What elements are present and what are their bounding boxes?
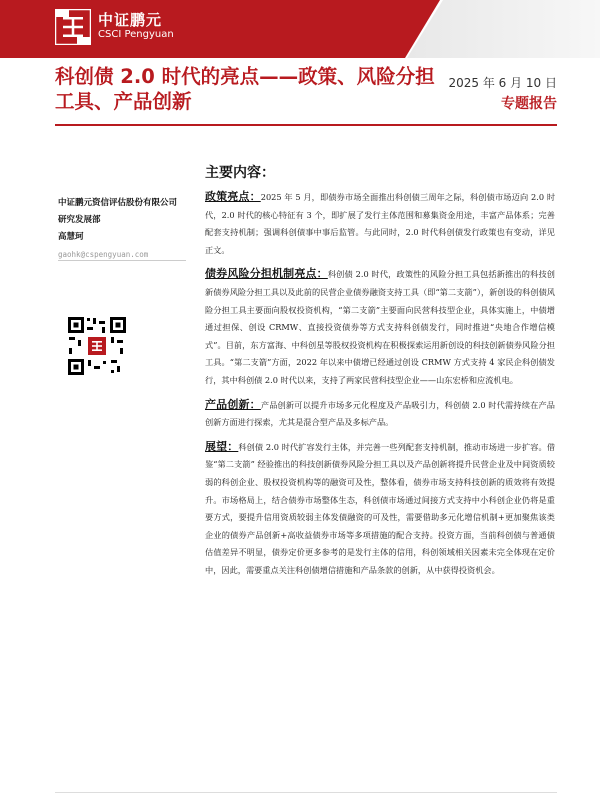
company-logo-icon [55, 9, 91, 45]
section-text: 2025 年 5 月，即债券市场全面推出科创债三周年之际，科创债市场迈向 2.0 时代，2.0 时代的核心特征有 3 个，即扩展了发行主体范围和募集资金用途，丰富产品体系；完善配套支持机制；强调科创债事中事后监管。与此同时，2.0 时代科创债发行政策也有变动，详见正文。 [205, 192, 556, 255]
section-text: 产品创新可以提升市场多元化程度及产品吸引力，科创债 2.0 时代需持续在产品创新方面进行探索，尤其是混合型产品及多标产品。 [205, 399, 555, 428]
author-email[interactable]: gaohk@cspengyuan.com [58, 250, 149, 259]
main-content-heading: 主要内容： [205, 165, 275, 181]
section-policy [205, 188, 555, 259]
header-banner [0, 0, 600, 58]
section-product-innovation [205, 396, 555, 432]
section-keyword: 展望： [205, 439, 239, 453]
brand-name-cn: 中证鹏元 [98, 11, 163, 29]
section-outlook [205, 438, 555, 580]
section-text: 科创债 2.0 时代扩容发行主体，并完善一些列配套支持机制，推动市场进一步扩容。借鉴“第二支箭” 经验推出的科技创新债券风险分担工具以及产品创新将提升民营企业及中间资质较弱的科创企业、股权投资机构等的融资可及性，整体看，债券市场支持科技创新的质效将有效提升。市场格局上，结合债券市场整体生态，科创债市场通过间接方式支持中小科创企业仍将是重要方式，要提升信用资质较弱主体发债融资的可及性，需要借助多元化增信机制+更加聚焦该类企业的债券产品创新+高收益债券市场等多项措施的配合支持。投资方面，当前科创债与普通债估值差异不明显，债券定价更多参考的是发行主体的信用，科创领域相关因素未完全体现在定价中，因此，需要重点关注科创债增信措施和产品条款的创新，从中获得投资机会。 [205, 441, 556, 575]
report-title: 科创债 2.0 时代的亮点——政策、风险分担工具、产品创新 [55, 65, 435, 113]
sidebar-divider [58, 260, 186, 261]
report-type-label: 专题报告 [501, 96, 557, 112]
section-text: 科创债 2.0 时代，政策性的风险分担工具包括新推出的科技创新债券风险分担工具以及此前的民营企业债券融资支持工具（即“第二支箭”），新创设的科创债风险分担工具主要面向股权投资机构，“第二支箭”主要面向民营科技型企业，具体实施上，中债增通过担保、创设 CRMW、直接投资债券等方式支持科创债发行，同时推进“央地合作增信模式”。目前，东方富海、中科创星等股权投资机构在积极探索运用新创设的科技创新债券风险分担工具。“第二支箭”方面，2022 年以来中债增已经通过创设 CRMW 方式支持 4 家民企科创债发行，其中科创债 2.0 时代以来，支持了两家民营科技型企业——山东宏桥和应流机电。 [205, 269, 555, 385]
main-content [205, 188, 555, 585]
author-info [58, 195, 193, 263]
title-divider [55, 124, 557, 126]
section-keyword: 债券风险分担机制亮点： [205, 267, 328, 281]
footer-divider [55, 792, 557, 793]
section-keyword: 产品创新： [205, 397, 261, 411]
report-date: 2025 年 6 月 10 日 [448, 76, 557, 90]
department: 研究发展部 [58, 215, 101, 225]
brand-name-en: CSCI Pengyuan [98, 29, 174, 40]
qr-code-icon [66, 315, 128, 377]
author-name: 高慧珂 [58, 232, 84, 242]
org-name: 中证鹏元资信评估股份有限公司 [58, 198, 178, 208]
section-risk-sharing [205, 265, 555, 389]
section-keyword: 政策亮点： [205, 190, 261, 203]
